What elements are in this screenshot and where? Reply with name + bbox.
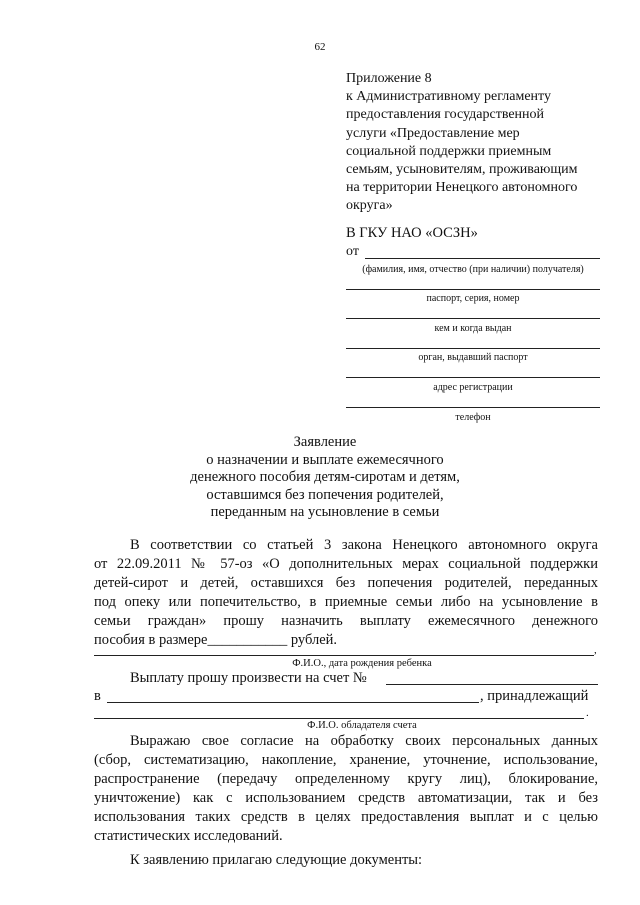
phone-field[interactable] — [346, 407, 600, 408]
account-number-field[interactable] — [386, 684, 598, 685]
caption-issued: кем и когда выдан — [434, 323, 512, 334]
caption-phone: телефон — [455, 412, 491, 423]
recipient-organization: В ГКУ НАО «ОСЗН» — [346, 225, 478, 241]
appendix-header — [346, 70, 578, 216]
para1-last-line — [94, 632, 337, 649]
consent-last-line: статистических исследований. — [94, 828, 283, 844]
consent-line: уничтожение) как с использованием средств автоматизации, так и без — [94, 790, 598, 806]
attachments-line: К заявлению прилагаю следующие документы: — [130, 852, 423, 868]
document-title — [150, 434, 500, 522]
appendix-line: социальной поддержки приемным — [346, 143, 552, 159]
title-line: о назначении и выплате ежемесячного — [206, 451, 444, 468]
address-field[interactable] — [346, 377, 600, 378]
caption-holder: Ф.И.О. обладателя счета — [307, 720, 417, 731]
appendix-line: Приложение 8 — [346, 71, 432, 86]
amount-field[interactable]: ___________ — [207, 632, 288, 648]
title-line: переданным на усыновление в семьи — [210, 504, 440, 521]
para1-line: В соответствии со статьей 3 закона Ненецкого автономного округа — [130, 537, 598, 553]
caption-address: адрес регистрации — [433, 382, 513, 393]
bank-prefix: в — [94, 688, 101, 704]
appendix-line: предоставления государственной — [346, 107, 545, 123]
title-line: денежного пособия детям-сиротам и детям, — [190, 469, 460, 486]
amount-unit: рублей. — [287, 632, 338, 648]
passport-issued-field[interactable] — [346, 318, 600, 319]
para1-line: детей-сирот и детей, оставшихся без попечения родителей, переданных — [94, 575, 598, 591]
caption-passport: паспорт, серия, номер — [426, 293, 520, 304]
bank-name-field[interactable] — [107, 702, 479, 703]
appendix-line: к Административному регламенту — [346, 89, 551, 105]
appendix-line: округа» — [346, 198, 393, 214]
para1-line: семьи граждан» прошу назначить выплату ежемесячного денежного — [94, 613, 598, 629]
amount-label: пособия в размере — [94, 632, 208, 648]
applicant-name-field[interactable] — [365, 258, 600, 259]
from-label: от — [346, 244, 359, 259]
appendix-line: услуги «Предоставление мер — [346, 125, 520, 141]
account-holder-field[interactable] — [94, 718, 584, 719]
para1-line: под опеку или попечительство, в приемные семьи либо на усыновление в — [94, 594, 598, 610]
title-line: оставшимся без попечения родителей, — [206, 486, 444, 503]
appendix-line: на территории Ненецкого автономного — [346, 180, 578, 196]
caption-authority: орган, выдавший паспорт — [418, 352, 528, 363]
appendix-line: семьям, усыновителям, проживающим — [346, 162, 578, 178]
passport-authority-field[interactable] — [346, 348, 600, 349]
consent-line: (сбор, систематизацию, накопление, хранение, уточнение, использование, — [94, 752, 598, 768]
para1-line: от 22.09.2011 № 57-оз «О дополнительных мерах социальной поддержки — [94, 556, 598, 572]
period-mark: . — [586, 707, 589, 719]
child-info-field[interactable] — [94, 655, 594, 656]
title-line: Заявление — [293, 434, 357, 450]
consent-line: Выражаю свое согласие на обработку своих персональных данных — [130, 733, 598, 749]
passport-number-field[interactable] — [346, 289, 600, 290]
bank-suffix: , принадлежащий — [480, 688, 589, 704]
account-label: Выплату прошу произвести на счет № — [130, 670, 367, 686]
consent-line: распространение (передачу определенному кругу лиц), блокирование, — [94, 771, 598, 787]
caption-child: Ф.И.О., дата рождения ребенка — [292, 658, 432, 669]
comma-mark: , — [594, 644, 597, 656]
caption-fio: (фамилия, имя, отчество (при наличии) получателя) — [362, 264, 584, 275]
consent-line: использования таких средств в целях предоставления выплат и с целью — [94, 809, 598, 825]
page-number: 62 — [314, 41, 326, 53]
